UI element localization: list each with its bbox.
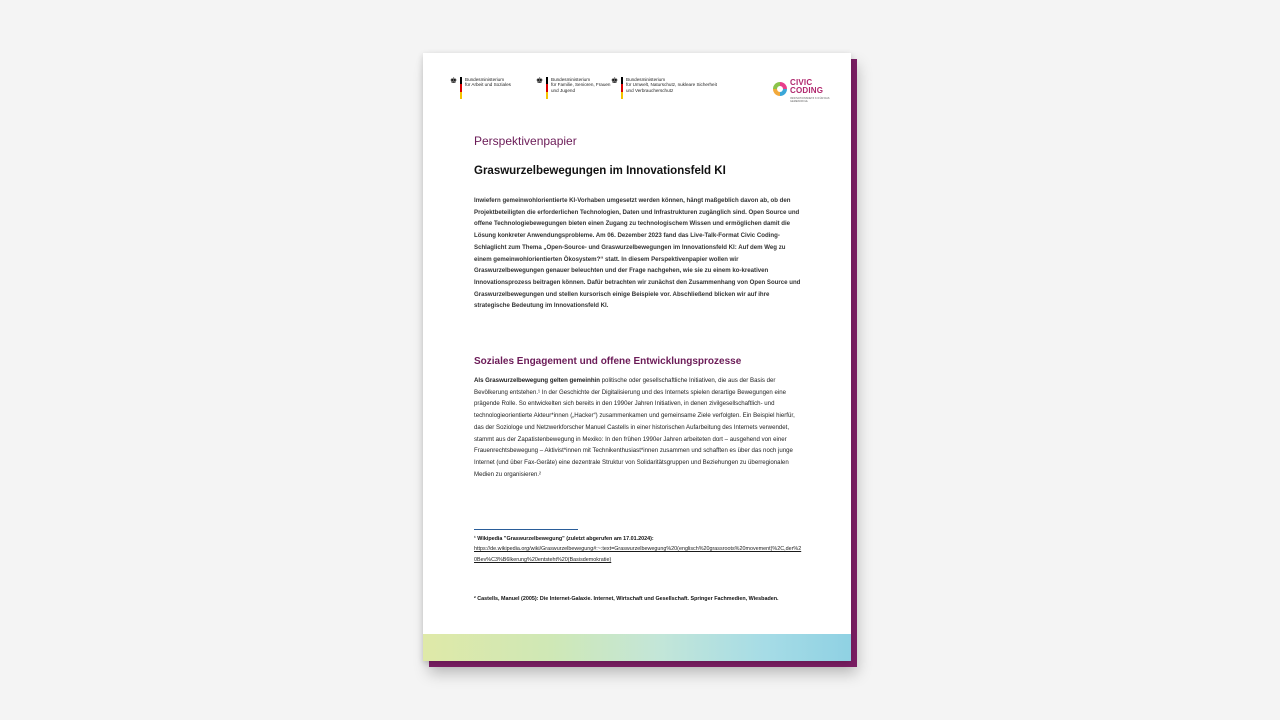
ministry-name: Bundesministerium für Familie, Senioren, Frauen und Jugend (551, 77, 611, 93)
document-preview (423, 53, 851, 661)
section-heading: Soziales Engagement und offene Entwicklungsprozesse (474, 356, 742, 367)
footnote-2 (474, 594, 804, 604)
footnote-divider (474, 529, 578, 530)
body-text: politische oder gesellschaftliche Initiativen, die aus der Basis der Bevölkerung entstehen.¹ In der Geschichte der Digitalisierung und des Internets spielen derartige Bewegungen eine prägende Rolle. So entwickelten sich bereits in den 1990er Jahren Initiativen, in denen zivilgesellschaftlich- und technologieorientierte Akteur*innen („Hacker“) zusammenkamen und gemeinsame Ziele verfolgten. Ein Beispiel hierfür, das der Soziologe und Netzwerkforscher Manuel Castells in einer historischen Aufarbeitung des Internets verwendet, stammt aus der Zapatistenbewegung in Mexiko: In den frühen 1990er Jahren arbeiteten dort – ausgehend von einer Frauenrechtsbewegung – Aktivist*innen mit Technikenthusiast*innen zusammen und schafften es über das noch junge Internet (und über Fax-Geräte) eine dezentrale Struktur von Solidaritätsgruppen und Beziehungen zu überregionalen Medien zu organisieren.² (474, 377, 795, 478)
civic-coding-logo-mark-icon (773, 82, 787, 96)
logo-tagline: INNOVATIONSNETZ KI FÜR DAS GEMEINWOHL (790, 97, 830, 103)
footnote-1-link[interactable]: https://de.wikipedia.org/wiki/Graswurzelbewegung#:~:text=Graswurzelbewegung%20(englisch%20grassroots%20movement)%2C,der%20Bev%C3%B6lkerung%20entsteht%20(Basisdemokratie) (474, 546, 802, 563)
federal-eagle-icon: ♚ (450, 76, 458, 85)
document-page (423, 53, 851, 661)
federal-eagle-icon: ♚ (536, 76, 544, 85)
footnote-2-text: ² Castells, Manuel (2005): Die Internet-Galaxie. Internet, Wirtschaft und Gesellschaft. Springer Fachmedien, Wiesbaden. (474, 596, 779, 602)
ministry-logo-bmuv (611, 77, 726, 99)
flag-stripe (546, 77, 548, 99)
body-paragraph (474, 375, 804, 480)
logo-word-coding: CODING (790, 86, 824, 95)
document-type-label: Perspektivenpapier (474, 134, 577, 148)
body-bold-lead: Als Graswurzelbewegung gelten gemeinhin (474, 377, 600, 384)
ministry-logo-bmas (450, 77, 545, 99)
footnote-1-text: ¹ Wikipedia "Graswurzelbewegung" (zuletzt abgerufen am 17.01.2024): (474, 536, 654, 542)
ministry-name: Bundesministerium für Arbeit und Soziales (465, 77, 511, 88)
ministry-name: Bundesministerium für Umwelt, Naturschutz, nukleare Sicherheit und Verbraucherschutz (626, 77, 717, 93)
footer-gradient-band (423, 634, 851, 661)
flag-stripe (460, 77, 462, 99)
lead-paragraph: Inwiefern gemeinwohlorientierte KI-Vorhaben umgesetzt werden können, hängt maßgeblich davon ab, ob den Projektbeteiligten die erforderlichen Technologien, Daten und Infrastrukturen zugänglich sind. Open Source und offene Technologiebewegungen bieten einen Zugang zu technologischem Wissen und ermöglichen damit die Lösung konkreter Anwendungsprobleme. Am 06. Dezember 2023 fand das Live-Talk-Format Civic Coding-Schlaglicht zum Thema „Open-Source- und Graswurzelbewegungen im Innovationsfeld KI: Auf dem Weg zu einem gemeinwohlorientierten Ökosystem?“ statt. In diesem Perspektivenpapier wollen wir Graswurzelbewegungen genauer beleuchten und der Frage nachgehen, wie sie zu einem ko-kreativen Innovationsprozess beitragen können. Dafür betrachten wir zunächst den Zusammenhang von Open Source und Graswurzelbewegungen und stellen kursorisch einige Beispiele vor. Abschließend blicken wir auf ihre strategische Bedeutung im Innovationsfeld KI. (474, 197, 801, 310)
flag-stripe (621, 77, 623, 99)
federal-eagle-icon: ♚ (611, 76, 619, 85)
document-title: Graswurzelbewegungen im Innovationsfeld KI (474, 165, 726, 177)
footnote-1 (474, 534, 804, 565)
civic-coding-logo (773, 77, 833, 103)
logo-word-civic: CIVIC (790, 78, 813, 87)
